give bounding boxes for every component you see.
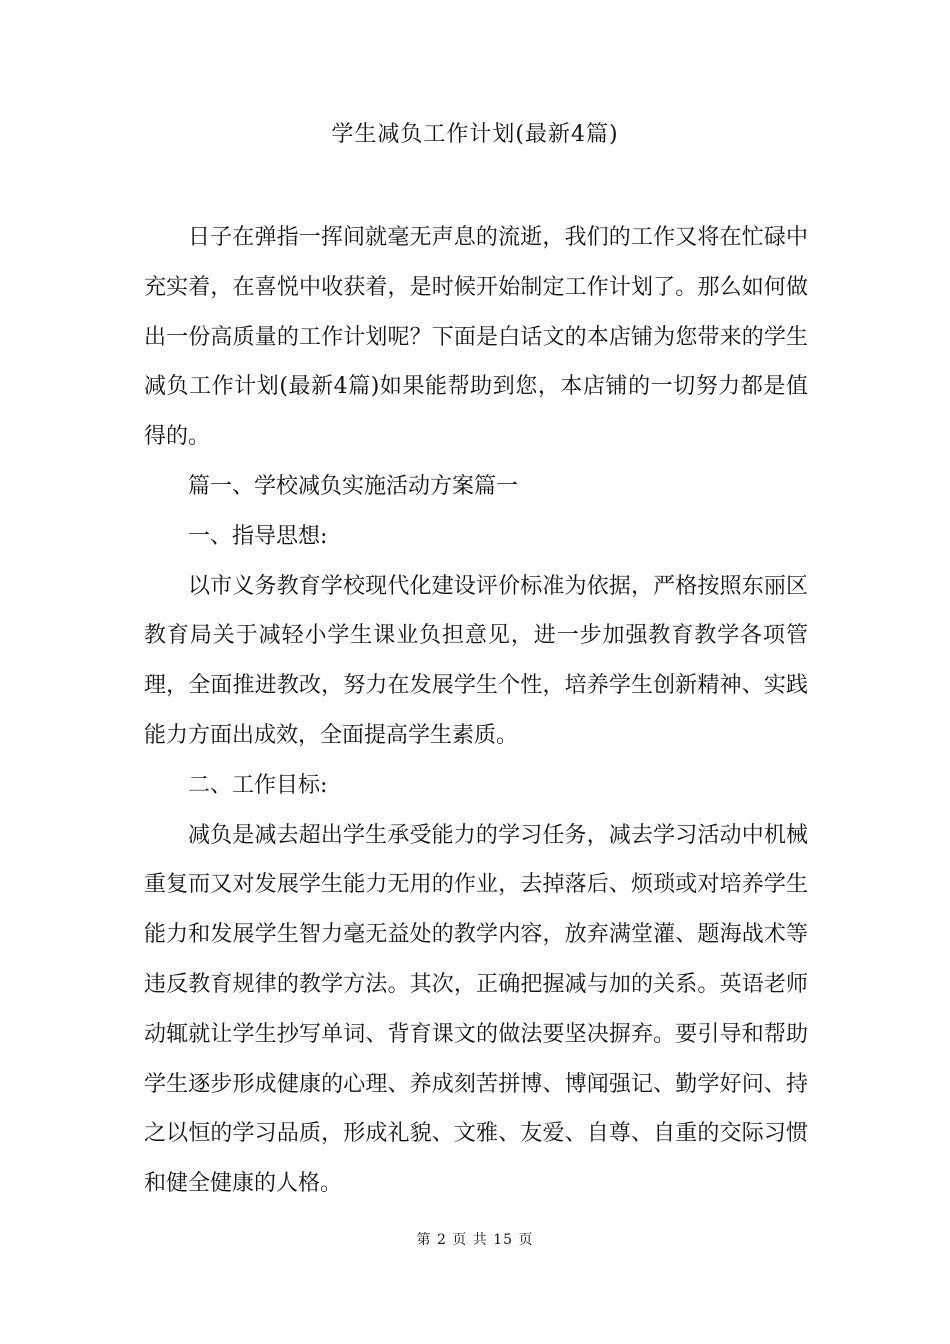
guiding-paragraph: 以市义务教育学校现代化建设评价标准为依据，严格按照东丽区教育局关于减轻小学生课业负担意见，进一步加强教育教学各项管理，全面推进教改，努力在发展学生个性，培养学生创新精神、实践能力方面出成效，全面提高学生素质。 <box>144 573 808 748</box>
document-title: 学生减负工作计划(最新4篇) <box>331 122 619 147</box>
intro-paragraph: 日子在弹指一挥间就毫无声息的流逝，我们的工作又将在忙碌中充实着，在喜悦中收获着，是时候开始制定工作计划了。那么如何做出一份高质量的工作计划呢？下面是白话文的本店铺为您带来的学生减负工作计划(最新4篇)如果能帮助到您，本店铺的一切努力都是值得的。 <box>144 225 808 450</box>
goal-paragraph: 减负是减去超出学生承受能力的学习任务，减去学习活动中机械重复而又对发展学生能力无用的作业，去掉落后、烦琐或对培养学生能力和发展学生智力毫无益处的教学内容，放弃满堂灌、题海战术等违反教育规律的教学方法。其次，正确把握减与加的关系。英语老师动辄就让学生抄写单词、背育课文的做法要坚决摒弃。要引导和帮助学生逐步形成健康的心理、养成刻苦拼博、博闻强记、勤学好问、持之以恒的学习品质，形成礼貌、文雅、友爱、自尊、自重的交际习惯和健全健康的人格。 <box>144 822 808 1197</box>
page-footer: 第 2 页 共 15 页 <box>416 1232 534 1248</box>
goal-heading: 二、工作目标: <box>188 772 328 798</box>
guiding-heading: 一、指导思想: <box>188 523 328 549</box>
document-body <box>144 213 808 1209</box>
section1-heading: 篇一、学校减负实施活动方案篇一 <box>188 473 519 499</box>
